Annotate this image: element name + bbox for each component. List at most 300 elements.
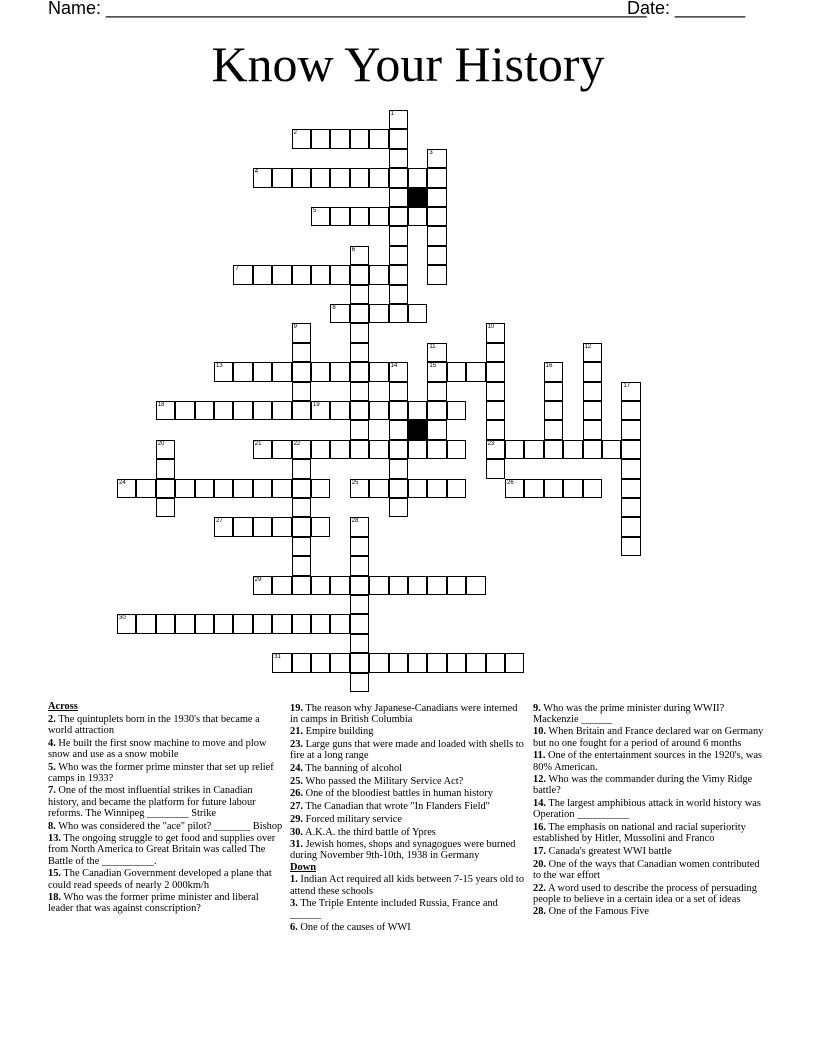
clue-item-number: 30. [290,826,303,838]
grid-cell[interactable] [621,440,640,459]
grid-cell[interactable] [427,362,446,381]
grid-cell[interactable] [350,614,369,633]
grid-cell[interactable] [350,401,369,420]
clue-item: 10. When Britain and France declared war on Germany but no one fought for a period of around 6 months [533,726,764,749]
grid-cell[interactable] [292,440,311,459]
grid-cell[interactable] [544,479,563,498]
grid-cell[interactable] [136,479,155,498]
grid-cell[interactable] [136,614,155,633]
grid-cell[interactable] [486,653,505,672]
clue-number: 14 [390,363,398,370]
grid-cell[interactable] [389,129,408,148]
grid-cell[interactable] [292,517,311,536]
grid-cell[interactable] [389,440,408,459]
grid-cell[interactable] [272,576,291,595]
grid-cell[interactable] [583,343,602,362]
clue-item: 17. Canada's greatest WWI battle [533,845,672,857]
grid-cell[interactable] [330,168,349,187]
grid-cell[interactable] [427,207,446,226]
grid-cell[interactable] [544,382,563,401]
grid-cell[interactable] [292,479,311,498]
grid-cell[interactable] [427,168,446,187]
clue-number: 26 [507,479,514,486]
grid-cell[interactable] [447,653,466,672]
grid-cell[interactable] [544,440,563,459]
clue-item: 16. The emphasis on national and racial superiority established by Hitler, Mussolini and Franco [533,822,746,845]
clue-number: 1 [390,111,394,117]
grid-cell[interactable] [311,614,330,633]
clue-item-number: 11. [533,750,546,762]
grid-cell[interactable] [156,614,175,633]
grid-cell[interactable] [350,323,369,342]
clue-item-number: 9. [533,702,541,714]
grid-cell[interactable] [389,207,408,226]
clue-column-1 [48,701,284,915]
grid-cell[interactable] [350,634,369,653]
grid-cell[interactable] [311,440,330,459]
grid-cell[interactable] [369,362,388,381]
grid-cell[interactable] [214,614,233,633]
grid-cell[interactable] [292,401,311,420]
grid-cell[interactable] [563,479,582,498]
clue-item-number: 20. [533,858,546,870]
grid-cell[interactable] [447,362,466,381]
grid-cell[interactable] [427,246,446,265]
grid-cell[interactable] [350,265,369,284]
grid-cell[interactable] [330,129,349,148]
grid-cell[interactable] [350,537,369,556]
grid-cell[interactable] [389,459,408,478]
grid-cell[interactable] [447,576,466,595]
grid-cell[interactable] [292,362,311,381]
grid-cell[interactable] [427,440,446,459]
clue-item-number: 17. [533,845,546,857]
grid-cell[interactable] [486,440,505,459]
grid-cell[interactable] [214,479,233,498]
clue-number: 24 [119,479,126,486]
grid-cell[interactable] [447,479,466,498]
page-title: Know Your History [211,36,605,92]
clue-item: 21. Empire building [290,726,374,738]
grid-cell[interactable] [311,576,330,595]
grid-cell[interactable] [156,440,175,459]
grid-cell[interactable] [253,440,272,459]
grid-cell[interactable] [292,265,311,284]
clue-item-number: 8. [48,820,56,832]
clue-item: 1. Indian Act required all kids between 7-15 years old to attend these schools [290,874,525,897]
clue-number: 22 [293,440,301,447]
grid-cell[interactable] [602,440,621,459]
clue-item-number: 27. [290,801,303,813]
grid-cell[interactable] [389,498,408,517]
grid-cell[interactable] [389,576,408,595]
grid-cell[interactable] [369,440,388,459]
clue-item: 31. Jewish homes, shops and synagogues were burned during November 9th-10th, 1938 in Germany [290,839,516,862]
clue-number: 10 [487,324,495,331]
grid-cell[interactable] [583,440,602,459]
grid-cell[interactable] [350,479,369,498]
clue-number: 12 [584,343,592,350]
grid-cell[interactable] [621,537,640,556]
grid-cell[interactable] [175,401,194,420]
grid-cell[interactable] [486,382,505,401]
grid-cell[interactable] [350,420,369,439]
clue-item: 26. One of the bloodiest battles in human history [290,788,493,800]
grid-cell[interactable] [214,517,233,536]
grid-cell[interactable] [350,440,369,459]
grid-cell[interactable] [466,653,485,672]
grid-cell[interactable] [369,129,388,148]
clue-number: 31 [274,654,281,661]
grid-cell[interactable] [350,246,369,265]
grid-cell[interactable] [427,576,446,595]
clue-number: 21 [254,440,262,447]
clue-item-number: 24. [290,763,303,775]
clue-item: 3. The Triple Entente included Russia, France and ______ [290,898,498,921]
grid-cell[interactable] [292,614,311,633]
clue-item: 8. Who was considered the "ace" pilot? _______ Bishop [48,820,283,832]
grid-cell[interactable] [272,265,291,284]
grid-cell[interactable] [369,265,388,284]
grid-cell[interactable] [583,420,602,439]
grid-cell[interactable] [486,459,505,478]
grid-cell[interactable] [427,653,446,672]
grid-cell[interactable] [330,265,349,284]
grid-cell[interactable] [583,479,602,498]
grid-cell[interactable] [156,498,175,517]
grid-cell[interactable] [369,168,388,187]
clue-item-number: 2. [48,713,56,725]
grid-cell[interactable] [389,401,408,420]
grid-cell[interactable] [427,420,446,439]
grid-cell[interactable] [427,149,446,168]
clue-item: 29. Forced military service [290,813,402,825]
grid-cell[interactable] [389,362,408,381]
grid-cell[interactable] [272,362,291,381]
clue-item-number: 19. [290,702,303,714]
clue-number: 9 [293,324,297,331]
grid-cell[interactable] [311,362,330,381]
clue-item: 20. One of the ways that Canadian women contributed to the war effort [533,858,760,881]
grid-cell[interactable] [350,168,369,187]
clue-item-number: 26. [290,788,303,800]
clue-number: 28 [351,518,359,525]
grid-cell[interactable] [292,168,311,187]
grid-cell[interactable] [389,382,408,401]
grid-cell[interactable] [544,420,563,439]
grid-cell[interactable] [350,304,369,323]
clue-number: 20 [157,440,165,447]
clue-number: 17 [623,382,631,389]
grid-cell[interactable] [544,362,563,381]
grid-cell[interactable] [621,401,640,420]
grid-cell[interactable] [389,226,408,245]
grid-cell[interactable] [389,168,408,187]
grid-cell[interactable] [233,265,252,284]
grid-cell[interactable] [350,517,369,536]
grid-cell[interactable] [583,362,602,381]
grid-cell[interactable] [330,304,349,323]
grid-cell[interactable] [292,382,311,401]
grid-cell[interactable] [408,207,427,226]
clue-item: 15. The Canadian Government developed a plane that could read speeds of nearly 2 000km/h [48,868,272,891]
clue-number: 11 [429,343,436,350]
grid-cell[interactable] [466,362,485,381]
grid-cell[interactable] [311,207,330,226]
clue-number: 29 [254,576,262,583]
grid-cell[interactable] [408,440,427,459]
grid-cell[interactable] [330,576,349,595]
clue-column-2 [290,701,526,933]
grid-cell[interactable] [389,188,408,207]
blocked-cell [408,420,427,439]
grid-cell[interactable] [350,129,369,148]
grid-cell[interactable] [175,479,194,498]
grid-cell[interactable] [350,362,369,381]
date-field: Date: _______ [627,0,746,18]
grid-cell[interactable] [486,401,505,420]
grid-cell[interactable] [195,401,214,420]
grid-cell[interactable] [350,285,369,304]
clue-item: 6. One of the causes of WWI [290,922,411,934]
clue-item-number: 4. [48,737,56,749]
grid-cell[interactable] [447,440,466,459]
grid-cell[interactable] [117,479,136,498]
grid-cell[interactable] [389,265,408,284]
clue-item-number: 28. [533,906,546,918]
grid-cell[interactable] [330,440,349,459]
grid-cell[interactable] [350,653,369,672]
grid-cell[interactable] [389,246,408,265]
clue-item-number: 23. [290,739,303,751]
clue-item-number: 6. [290,922,298,934]
clue-item-number: 12. [533,774,546,786]
grid-cell[interactable] [369,653,388,672]
grid-cell[interactable] [408,479,427,498]
across-heading: Across [48,701,78,712]
name-field: Name: ______________________________________________________ [48,0,647,18]
grid-cell[interactable] [253,362,272,381]
grid-cell[interactable] [253,479,272,498]
grid-cell[interactable] [389,149,408,168]
grid-cell[interactable] [621,420,640,439]
grid-cell[interactable] [486,323,505,342]
grid-cell[interactable] [253,517,272,536]
grid-cell[interactable] [292,498,311,517]
grid-cell[interactable] [369,304,388,323]
clue-number: 2 [293,130,297,137]
grid-cell[interactable] [156,479,175,498]
grid-cell[interactable] [330,653,349,672]
grid-cell[interactable] [311,517,330,536]
grid-cell[interactable] [427,479,446,498]
grid-cell[interactable] [408,576,427,595]
grid-cell[interactable] [330,207,349,226]
grid-cell[interactable] [350,556,369,575]
clue-item: 14. The largest amphibious attack in world history was Operation __________ [533,798,761,821]
grid-cell[interactable] [389,110,408,129]
grid-cell[interactable] [272,653,291,672]
clue-item: 4. He built the first snow machine to move and plow snow and use as a snow mobile [48,737,267,760]
grid-cell[interactable] [427,226,446,245]
grid-cell[interactable] [156,401,175,420]
clue-item-number: 31. [290,839,303,851]
grid-cell[interactable] [272,479,291,498]
grid-cell[interactable] [544,401,563,420]
grid-cell[interactable] [369,479,388,498]
grid-cell[interactable] [272,440,291,459]
grid-cell[interactable] [117,614,136,633]
grid-cell[interactable] [369,207,388,226]
grid-cell[interactable] [214,362,233,381]
grid-cell[interactable] [292,343,311,362]
clue-number: 5 [313,208,317,214]
grid-cell[interactable] [369,401,388,420]
grid-cell[interactable] [408,401,427,420]
grid-cell[interactable] [253,401,272,420]
grid-cell[interactable] [253,614,272,633]
clue-item-number: 13. [48,833,61,845]
grid-cell[interactable] [156,459,175,478]
grid-cell[interactable] [292,556,311,575]
grid-cell[interactable] [621,479,640,498]
grid-cell[interactable] [272,517,291,536]
grid-cell[interactable] [389,653,408,672]
grid-cell[interactable] [389,285,408,304]
grid-cell[interactable] [583,401,602,420]
grid-cell[interactable] [505,440,524,459]
grid-cell[interactable] [195,479,214,498]
grid-cell[interactable] [272,614,291,633]
grid-cell[interactable] [311,479,330,498]
grid-cell[interactable] [311,653,330,672]
grid-cell[interactable] [505,653,524,672]
grid-cell[interactable] [292,129,311,148]
grid-cell[interactable] [621,498,640,517]
clue-item: 13. The ongoing struggle to get food and supplies over from North America to Great Britain was called The Battle of the __________. [48,833,276,867]
grid-cell[interactable] [330,401,349,420]
grid-cell[interactable] [233,401,252,420]
grid-cell[interactable] [350,576,369,595]
grid-cell[interactable] [253,576,272,595]
grid-cell[interactable] [486,343,505,362]
clue-item-number: 1. [290,874,298,886]
grid-cell[interactable] [330,614,349,633]
clue-item: 28. One of the Famous Five [533,906,650,918]
clue-item: 9. Who was the prime minister during WWII? Mackenzie ______ [533,702,725,725]
clue-item: 7. One of the most influential strikes in Canadian history, and became the platform for future labour reforms. The Winnipeg ________ Strike [48,785,256,819]
clue-item: 2. The quintuplets born in the 1930's that became a world attraction [48,713,260,736]
grid-cell[interactable] [524,440,543,459]
grid-cell[interactable] [311,129,330,148]
grid-cell[interactable] [466,576,485,595]
clue-number: 16 [545,363,553,370]
grid-cell[interactable] [350,382,369,401]
grid-cell[interactable] [253,265,272,284]
grid-cell[interactable] [369,576,388,595]
grid-cell[interactable] [427,188,446,207]
grid-cell[interactable] [311,168,330,187]
clue-item-number: 29. [290,813,303,825]
clue-item: 19. The reason why Japanese-Canadians were interned in camps in British Columbia [290,702,518,725]
grid-cell[interactable] [486,362,505,381]
grid-cell[interactable] [350,343,369,362]
grid-cell[interactable] [427,265,446,284]
grid-cell[interactable] [272,401,291,420]
grid-cell[interactable] [350,207,369,226]
clue-item-number: 16. [533,822,546,834]
grid-cell[interactable] [292,537,311,556]
grid-cell[interactable] [524,479,543,498]
clue-item-number: 14. [533,798,546,810]
grid-cell[interactable] [175,614,194,633]
grid-cell[interactable] [505,479,524,498]
grid-cell[interactable] [621,459,640,478]
grid-cell[interactable] [389,420,408,439]
clue-item-number: 5. [48,761,56,773]
clue-number: 13 [216,363,223,370]
grid-cell[interactable] [408,653,427,672]
grid-cell[interactable] [311,401,330,420]
down-heading: Down [290,861,316,873]
clue-item-number: 18. [48,892,61,904]
grid-cell[interactable] [214,401,233,420]
clue-item: 5. Who was the former prime minster that set up relief camps in 1933? [48,761,274,784]
grid-cell[interactable] [311,265,330,284]
grid-cell[interactable] [583,382,602,401]
clue-number: 4 [254,169,259,176]
clue-item-number: 15. [48,868,61,880]
grid-cell[interactable] [195,614,214,633]
grid-cell[interactable] [389,479,408,498]
grid-cell[interactable] [408,168,427,187]
grid-cell[interactable] [350,595,369,614]
grid-cell[interactable] [292,459,311,478]
grid-cell[interactable] [233,479,252,498]
grid-cell[interactable] [253,168,272,187]
grid-cell[interactable] [330,362,349,381]
grid-cell[interactable] [427,382,446,401]
clue-item-number: 10. [533,726,546,738]
clue-item-number: 21. [290,726,303,738]
clue-number: 19 [313,402,320,408]
grid-cell[interactable] [233,362,252,381]
grid-cell[interactable] [408,304,427,323]
clue-number: 25 [351,479,359,486]
grid-cell[interactable] [292,576,311,595]
clue-number: 7 [235,266,239,273]
grid-cell[interactable] [427,401,446,420]
grid-cell[interactable] [447,401,466,420]
clue-item: 25. Who passed the Military Service Act? [290,775,464,787]
clue-item-number: 22. [533,882,546,894]
grid-cell[interactable] [621,517,640,536]
clue-number: 15 [429,363,437,370]
grid-cell[interactable] [272,168,291,187]
grid-cell[interactable] [292,323,311,342]
grid-cell[interactable] [427,343,446,362]
grid-cell[interactable] [350,673,369,692]
grid-cell[interactable] [233,614,252,633]
clue-number: 18 [157,402,165,408]
grid-cell[interactable] [621,382,640,401]
clue-column-3 [533,701,769,918]
grid-cell[interactable] [389,304,408,323]
grid-cell[interactable] [563,440,582,459]
grid-cell[interactable] [233,517,252,536]
grid-cell[interactable] [292,653,311,672]
grid-cell[interactable] [486,420,505,439]
